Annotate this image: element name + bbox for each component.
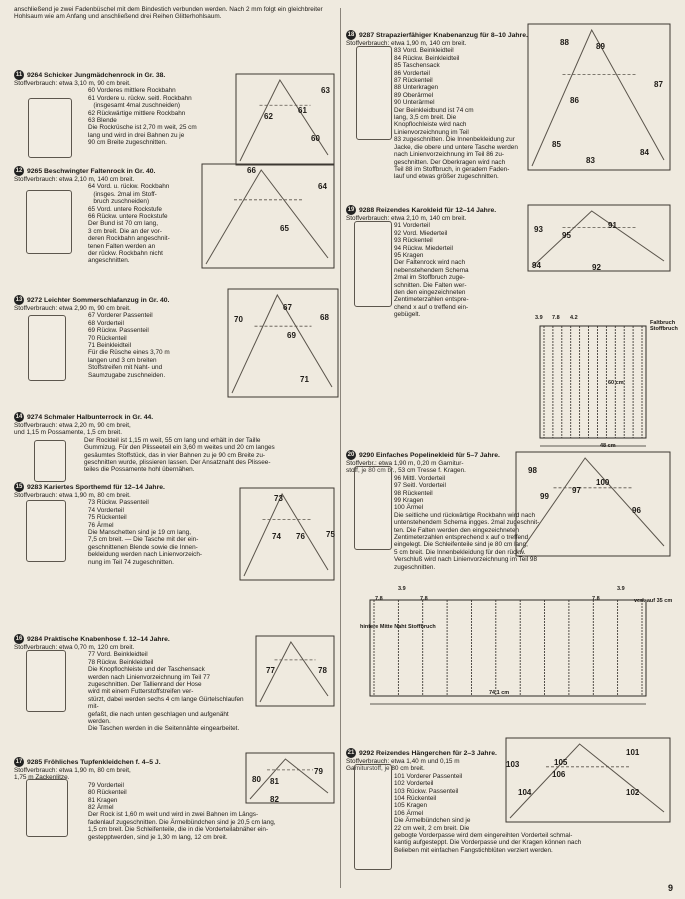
fabric-consumption: Stoffverbrauch: etwa 2,90 m, 90 cm breit. [14,305,131,312]
scheme-label: 4.2 [570,315,578,321]
pattern-piece-number: 89 [596,42,605,51]
pattern-piece-number: 84 [640,148,649,157]
pattern-piece-diagram [238,486,336,582]
garment-illustration [354,764,392,870]
pattern-instructions: 91 Vorderteil 92 Vord. Miederteil 93 Rückenteil 94 Rückw. Miederteil 95 Kragen Der Faltenrock wird nach nebenstehendem Schema 2mal im Stoffbruch zuge- schnitten. Die Falten wer- den den eingezeichneten Zentimeterzahlen entspre- chend x auf o treffend ein- gebügelt. [394,222,469,319]
pattern-code: 9288 [359,206,375,214]
pattern-piece-diagram [200,162,336,270]
pattern-code: 9264 [27,71,43,79]
scheme-label: hintere Mitte Naht Stoffbruch [360,624,436,630]
fabric-consumption: Stoffverbrauch: etwa 2,20 m, 90 cm breit, und 1,15 m Possamente, 1,5 cm breit. [14,422,131,437]
section-number-badge: 11 [15,72,23,78]
scheme-label: 7.8 [552,315,560,321]
pattern-piece-number: 73 [274,494,283,503]
pattern-instructions: Der Rockteil ist 1,15 m weit, 55 cm lang und erhält in der Taille Gummizug. Für den Plisseeteil ein 3,60 m weites und 20 cm langes gesäumtes Stoffstück, das in vier Bahnen zu je 90 cm Breite zu- geschnitten wurde, plissieren lassen. Der Ansatznaht des Plissee- teiles die Possamente hohl übernähen. [84,436,275,474]
pattern-piece-number: 96 [632,506,641,515]
pattern-piece-number: 82 [270,795,279,804]
pattern-piece-number: 74 [272,532,281,541]
scheme-label: 60 cm [608,380,624,386]
pattern-piece-number: 65 [280,224,289,233]
scheme-label: 3.9 [398,586,406,592]
fabric-consumption: Stoffverbrauch: etwa 2,10 m, 140 cm breit. [14,176,135,183]
pleat-scheme-dress [350,590,676,710]
pattern-instructions: 64 Vord. u. rückw. Rockbahn (insges. 2mal im Stoff- bruch zuschneiden) 65 Vord. untere Rockstufe 66 Rückw. untere Rockstufe Der Bund ist 70 cm lang, 3 cm breit. Die an der vor- deren Rockbahn angeschnit- tenen Falten werden an der rückw. Rockbahn nicht angeschnitten. [88,183,170,265]
scheme-label: 7.8 [375,596,383,602]
pattern-section [14,634,336,733]
garment-illustration [26,500,66,562]
pattern-code: 9265 [27,167,43,175]
section-number-badge: 13 [15,297,23,303]
pattern-section [14,166,336,265]
section-heading [14,412,336,422]
pattern-piece-number: 86 [570,96,579,105]
garment-illustration [354,466,392,550]
pattern-instructions: 83 Vord. Beinkleidteil 84 Rückw. Beinkleidteil 85 Taschensack 86 Vorderteil 87 Rückenteil 88 Unterkragen 89 Oberärmel 90 Unterärmel Der Beinkleidbund ist 74 cm lang, 3,5 cm breit. Die Knopflochleiste wird nach Linienvorzeichnung im Teil 83 zugeschnitten. Die Innenbekleidung zur Jacke, die obere und untere Tasche werden nach Linienvorzeichnung im Teil 86 zu- geschnitten. Der Oberkragen wird nach Teil 88 im Stoffbruch, in geradem Faden- lauf und etwas größer zugeschnitten. [394,47,518,181]
pattern-piece-number: 62 [264,112,273,121]
section-number-badge: 18 [347,32,355,38]
pattern-piece-number: 98 [528,466,537,475]
pattern-piece-number: 101 [626,748,640,757]
pattern-piece-number: 104 [518,788,532,797]
scheme-label: 7.8 [420,596,428,602]
pattern-title: Schicker Jungmädchenrock in Gr. 38. [44,71,166,79]
garment-illustration [354,221,392,307]
pattern-section [14,70,336,147]
column-divider [340,8,341,888]
pattern-title: Kariertes Sporthemd für 12–14 Jahre. [44,483,165,491]
pattern-section [14,412,336,474]
scheme-label: 48 cm [600,443,616,449]
garment-illustration [356,46,392,140]
pattern-piece-number: 83 [586,156,595,165]
pattern-code: 9287 [359,31,375,39]
section-number-badge: 16 [15,636,23,642]
section-number-badge: 20 [347,452,355,458]
pattern-code: 9283 [27,483,43,491]
pattern-piece-number: 99 [540,492,549,501]
pattern-title: Schmaler Halbunterrock in Gr. 44. [44,413,154,421]
scheme-label: verl. auf 35 cm [634,598,673,604]
section-number-badge: 15 [15,484,23,490]
pattern-piece-number: 88 [560,38,569,47]
scheme-label: 3.9 [535,315,543,321]
pattern-piece-number: 71 [300,375,309,384]
section-number-badge: 17 [15,759,23,765]
fabric-consumption: Stoffverbrauch: etwa 0,70 m, 120 cm breit. [14,644,135,651]
pattern-piece-number: 95 [562,231,571,240]
pattern-code: 9274 [27,413,43,421]
section-number-badge: 14 [15,414,23,420]
pattern-piece-number: 78 [318,666,327,675]
pattern-piece-number: 100 [596,478,610,487]
pattern-code: 9290 [359,451,375,459]
garment-illustration [26,190,72,254]
pattern-piece-number: 63 [321,86,330,95]
pattern-title: Reizendes Hängerchen für 2–3 Jahre. [376,749,497,757]
pattern-piece-number: 80 [252,775,261,784]
pattern-instructions: 60 Vorderes mittlere Rockbahn 61 Vordere u. rückw. seitl. Rockbahn (insgesamt 4mal zuschneiden) 62 Rückwärtige mittlere Rockbahn 63 Blende Die Rockrüsche ist 2,70 m weit, 25 cm lang und wird in drei Bahnen zu je 90 cm Breite zugeschnitten. [88,87,197,147]
pattern-section [346,450,672,571]
pleat-scheme-skirt [520,316,676,452]
garment-illustration [26,650,66,712]
scheme-label: 3.9 [617,586,625,592]
fabric-consumption: Stoffverbrauch: etwa 1,90 m, 140 cm breit. [346,40,467,47]
section-number-badge: 21 [347,750,355,756]
section-number-badge: 12 [15,168,23,174]
pattern-title: Leichter Sommerschlafanzug in Gr. 40. [44,296,170,304]
pattern-piece-number: 79 [314,767,323,776]
pattern-code: 9284 [27,635,43,643]
pattern-piece-number: 85 [552,140,561,149]
pattern-instructions: 67 Vorderer Passenteil 68 Vorderteil 69 Rückw. Passenteil 70 Rückenteil 71 Beinkleidteil Für die Rüsche eines 3,70 m langen und 3 cm breiten Stoffstreifen mit Naht- und Saumzugabe zuschneiden. [88,312,170,379]
pattern-section [14,757,336,841]
pattern-piece-number: 102 [626,788,640,797]
pattern-title: Strapazierfähiger Knabenanzug für 8–10 Jahre. [376,31,528,39]
fabric-consumption: Stoffverbrauch: etwa 1,90 m, 80 cm breit. [14,492,131,499]
garment-illustration [26,779,68,837]
pattern-section [346,205,672,319]
pattern-instructions: 77 Vord. Beinkleidteil 78 Rückw. Beinkleidteil Die Knopflochleiste und der Taschensack werden nach Linienvorzeichnung im Teil 77 zugeschnitten. Der Tallienrand der Hose wird mit einem Futterstoffstreifen ver- stürzt, dabei werden sechs 4 cm lange Gürtelschlaufen mit- gefaßt, die nach unten geschlagen und aufgenäht werden. Die Taschen werden in die Seitennähte eingearbeitet. [88,651,244,733]
pattern-piece-number: 97 [572,486,581,495]
pattern-title: Praktische Knabenhose f. 12–14 Jahre. [44,635,170,643]
pattern-code: 9292 [359,749,375,757]
garment-illustration [34,440,66,482]
pattern-title: Reizendes Karokleid für 12–14 Jahre. [376,206,497,214]
section-number-badge: 19 [347,207,355,213]
pattern-piece-diagram [504,736,672,824]
pattern-section [346,748,672,854]
scheme-label: 7.8 [592,596,600,602]
pattern-piece-number: 69 [287,331,296,340]
fabric-consumption: Stoffverbr.: etwa 1,90 m, 0,20 m Garnitur- stoff, je 80 cm br., 53 cm Tresse f. Kragen. [346,460,466,475]
pattern-piece-number: 67 [283,303,292,312]
garment-illustration [28,315,66,381]
pattern-section [14,295,336,384]
pattern-piece-number: 68 [320,313,329,322]
pattern-piece-number: 105 [554,758,568,767]
pattern-piece-number: 61 [298,106,307,115]
page-number: 9 [667,883,673,893]
pattern-code: 9285 [27,758,43,766]
pattern-piece-number: 66 [247,166,256,175]
pattern-title: Einfaches Popelinekleid für 5–7 Jahre. [376,451,500,459]
pattern-piece-number: 87 [654,80,663,89]
pattern-piece-number: 64 [318,182,327,191]
pattern-piece-diagram [514,450,672,558]
pattern-piece-number: 77 [266,666,275,675]
pattern-piece-number: 94 [532,261,541,270]
pattern-piece-number: 75 [326,530,335,539]
fabric-consumption: Stoffverbrauch: etwa 1,40 m und 0,15 m Garniturstoff, je 80 cm breit. [346,758,460,773]
pattern-piece-number: 106 [552,770,566,779]
pattern-piece-number: 76 [296,532,305,541]
pattern-piece-number: 91 [608,221,617,230]
pattern-instructions: 73 Rückw. Passenteil 74 Vorderteil 75 Rückenteil 76 Ärmel Die Manschetten sind je 19 cm lang, 7,5 cm breit. — Die Tasche mit der ein- geschnittenen Blende sowie die Innen- bekleidung werden nach Linienvorzeich- nung im Teil 74 zugeschnitten. [88,499,203,566]
pattern-piece-number: 92 [592,263,601,272]
fabric-consumption: Stoffverbrauch: etwa 2,10 m, 140 cm breit. [346,215,467,222]
pattern-piece-number: 70 [234,315,243,324]
scheme-label: 74.1 cm [489,690,510,696]
pattern-piece-number: 93 [534,225,543,234]
intro-text: anschließend je zwei Fadenbüschel mit dem Bindestich verbunden werden. Nach 2 mm folgt ein gleichbreiter Hohlsaum wie am Anfang und anschließend drei Reihen Glitterhohlsaum. [14,6,325,21]
pattern-title: Beschwingter Faltenrock in Gr. 40. [44,167,156,175]
fabric-consumption: Stoffverbrauch: etwa 1,90 m, 80 cm breit, 1,75 m Zackenlitze. [14,767,131,782]
pattern-piece-number: 103 [506,760,520,769]
garment-illustration [28,98,72,158]
pattern-title: Fröhliches Tupfenkleidchen f. 4–5 J. [44,758,161,766]
pattern-piece-number: 81 [270,777,279,786]
fabric-consumption: Stoffverbrauch: etwa 3,10 m, 90 cm breit. [14,80,131,87]
pattern-section [346,30,672,181]
pattern-code: 9272 [27,296,43,304]
pattern-instructions: 79 Vorderteil 80 Rückenteil 81 Kragen 82 Ärmel Der Rock ist 1,60 m weit und wird in zwei Bahnen im Längs- fadenlauf zugeschnitten. Die Ärmelbündchen sind je 20,5 cm lang, 1,5 cm breit. Die Schleifenteile, die in die Vorderteilabnäher ein- gestepptwerden, sind je 1,30 m lang, 12 cm breit. [88,781,276,841]
pattern-instructions: 101 Vorderer Passenteil 102 Vorderteil 103 Rückw. Passenteil 104 Rückenteil 105 Kragen 106 Ärmel Die Ärmelbündchen sind je 22 cm weit, 2 cm breit. Die gebogte Vorderpasse wird dem eingereihten Vorderteil schmal- kantig aufgesteppt. Die Vorderpasse und der Kragen können nach Belieben mit einfachen Fangstichblüten verziert werden. [394,772,582,854]
pattern-piece-number: 60 [311,134,320,143]
scheme-label: Faltbruch Stoffbruch [650,320,678,332]
pattern-section [14,482,336,566]
pattern-instructions: 96 Mittl. Vorderteil 97 Seitl. Vorderteil 98 Rückenteil 99 Kragen 100 Ärmel Die seitliche und rückwärtige Rockbahn wird nach untenstehendem Schema ingges. 2mal zugeschnit- ten. Die Falten werden den eingezeichneten Zentimeterzahlen entsprechend x auf o treffend eingelegt. Die Schleifenteile sind je 80 cm lang, 5 cm breit. Die Innenbekleidung für den rückw. Verschluß wird nach Linienvorzeichnung im Teil 98 zugeschnitten. [394,474,540,571]
